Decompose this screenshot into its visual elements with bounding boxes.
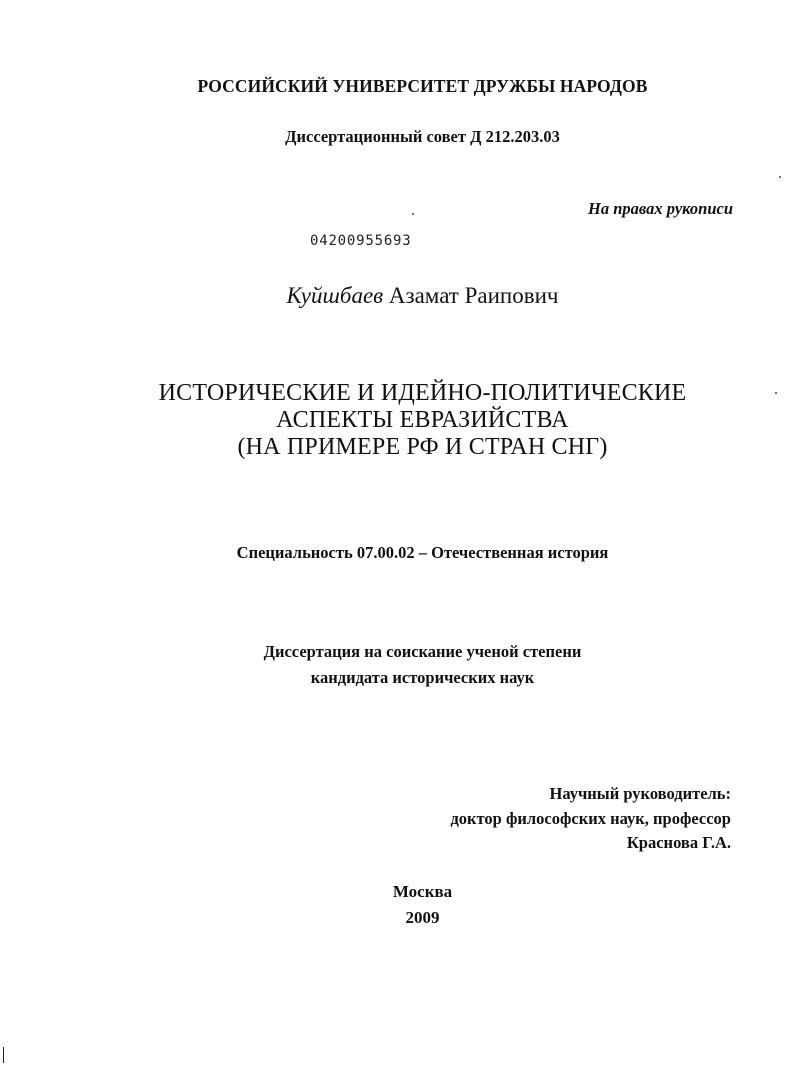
- library-stamp-number: 04200955693: [310, 233, 412, 249]
- degree-line-1: Диссертация на соискание ученой степени: [263, 642, 582, 661]
- supervisor-label: Научный руководитель:: [549, 784, 731, 803]
- dissertation-title: [0, 380, 795, 461]
- author-surname: Куйшбаев: [286, 283, 384, 308]
- degree-statement: [0, 639, 795, 691]
- scan-edge-mark: [3, 1047, 4, 1063]
- author-given-names: Азамат Раипович: [388, 283, 559, 308]
- manuscript-rights-note: На правах рукописи: [588, 199, 733, 218]
- dissertation-council: Диссертационный совет Д 212.203.03: [285, 127, 560, 146]
- university-name: РОССИЙСКИЙ УНИВЕРСИТЕТ ДРУЖБЫ НАРОДОВ: [197, 76, 648, 96]
- city: Москва: [392, 882, 453, 901]
- specialty: Специальность 07.00.02 – Отечественная история: [236, 543, 609, 562]
- scan-speck: [779, 176, 781, 178]
- place-and-year: [0, 879, 795, 931]
- author-name: [0, 283, 795, 309]
- title-line-1: ИСТОРИЧЕСКИЕ И ИДЕЙНО-ПОЛИТИЧЕСКИЕ: [158, 380, 687, 406]
- year: 2009: [405, 908, 440, 927]
- supervisor-credentials: доктор философских наук, профессор: [450, 808, 731, 828]
- title-line-3: (НА ПРИМЕРЕ РФ И СТРАН СНГ): [237, 434, 608, 460]
- title-line-2: АСПЕКТЫ ЕВРАЗИЙСТВА: [276, 407, 569, 433]
- scan-speck: [412, 213, 414, 215]
- supervisor-name: Краснова Г.А.: [626, 833, 731, 852]
- scan-speck: [775, 392, 777, 394]
- supervisor-block: [450, 782, 731, 856]
- degree-line-2: кандидата исторических наук: [310, 668, 535, 687]
